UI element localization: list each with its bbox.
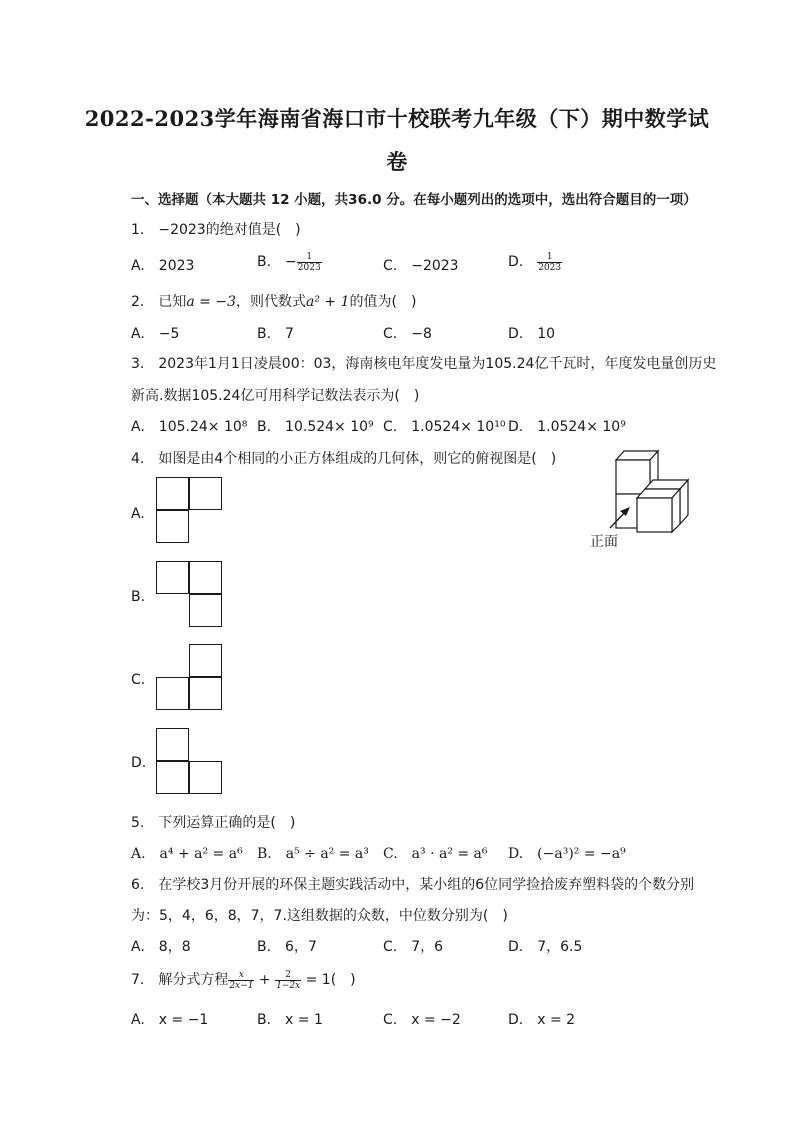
q1-option-c: C. −2023 bbox=[383, 258, 459, 274]
q2-option-d: D. 10 bbox=[508, 326, 556, 342]
question-3-line1: 3. 2023年1月1日凌晨00：03，海南核电年度发电量为105.24亿千瓦时，年度发电量创历史 bbox=[131, 356, 717, 372]
q7-option-a: A. x = −1 bbox=[131, 1012, 209, 1028]
q5-option-a: A. a⁴ + a² = a⁶ bbox=[131, 846, 243, 862]
q6-option-b: B. 6，7 bbox=[257, 939, 317, 955]
question-6-line2: 为：5，4，6，8，7，7.这组数据的众数，中位数分别为( ) bbox=[131, 908, 508, 924]
q7-option-d: D. x = 2 bbox=[508, 1012, 576, 1028]
question-3-line2: 新高.数据105.24亿可用科学记数法表示为( ) bbox=[131, 388, 420, 404]
q1-option-b: B. − $\frac{1}{2023}$ bbox=[257, 251, 321, 273]
q4-option-b-label: B. bbox=[131, 589, 146, 605]
q6-option-d: D. 7，6.5 bbox=[508, 939, 583, 955]
page-title-line2: 卷 bbox=[386, 149, 408, 174]
question-4-stem: 4. 如图是由4个相同的小正方体组成的几何体，则它的俯视图是( ) bbox=[131, 451, 557, 467]
q2-option-c: C. −8 bbox=[383, 326, 432, 342]
question-1-stem: 1. −2023的绝对值是( ) bbox=[131, 222, 301, 238]
question-6-line1: 6. 在学校3月份开展的环保主题实践活动中，某小组的6位同学捡拾废弃塑料袋的个数分别 bbox=[131, 877, 695, 893]
section-header: 一、选择题（本大题共 12 小题，共36.0 分。在每小题列出的选项中，选出符合题目的一项） bbox=[131, 192, 697, 208]
q4-option-c-label: C. bbox=[131, 672, 146, 688]
figure-label-front: 正面 bbox=[590, 534, 618, 550]
q1-option-d: D. $\frac{1}{2023}$ bbox=[508, 251, 562, 273]
q6-option-c: C. 7，6 bbox=[383, 939, 444, 955]
q5-option-c: C. a³ · a² = a⁶ bbox=[383, 846, 488, 862]
q5-option-b: B. a⁵ ÷ a² = a³ bbox=[257, 846, 369, 862]
q5-option-d: D. (−a³)² = −a⁹ bbox=[508, 846, 626, 862]
q7-option-c: C. x = −2 bbox=[383, 1012, 461, 1028]
q3-option-c: C. 1.0524× 10¹⁰ bbox=[383, 419, 506, 435]
q1-option-a: A. 2023 bbox=[131, 258, 195, 274]
question-7-stem: 7. 解分式方程 $\frac{x}{2x-1}$ + $\frac{2}{1-2x}$ = 1( ) bbox=[131, 969, 356, 991]
question-5-stem: 5. 下列运算正确的是( ) bbox=[131, 815, 296, 831]
question-2-stem: 2. 已知a = −3，则代数式a² + 1的值为( ) bbox=[131, 294, 417, 310]
q4-option-a-label: A. bbox=[131, 506, 145, 522]
q2-option-a: A. −5 bbox=[131, 326, 180, 342]
q3-option-d: D. 1.0524× 10⁹ bbox=[508, 419, 626, 435]
q3-option-a: A. 105.24× 10⁸ bbox=[131, 419, 248, 435]
q2-option-b: B. 7 bbox=[257, 326, 294, 342]
page-title-line1: 2022-2023学年海南省海口市十校联考九年级（下）期中数学试 bbox=[84, 106, 710, 131]
q4-option-d-label: D. bbox=[131, 755, 147, 771]
q7-option-b: B. x = 1 bbox=[257, 1012, 323, 1028]
q3-option-b: B. 10.524× 10⁹ bbox=[257, 419, 374, 435]
q6-option-a: A. 8，8 bbox=[131, 939, 191, 955]
